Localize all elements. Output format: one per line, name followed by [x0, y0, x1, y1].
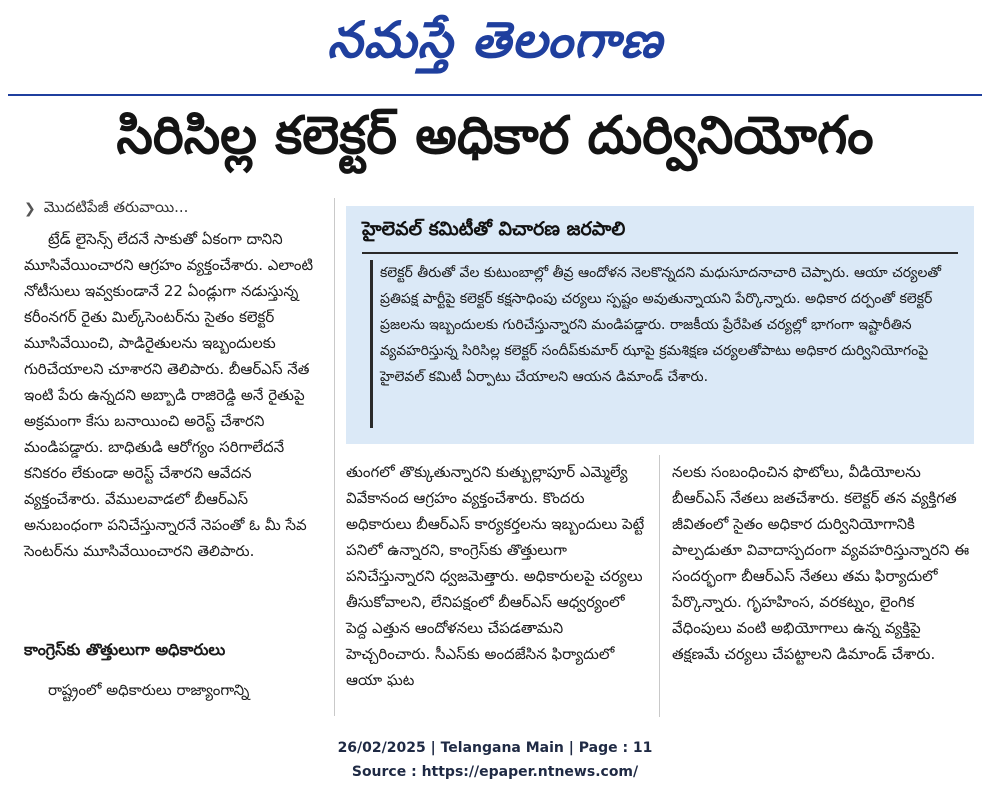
masthead-title: నమస్తే తెలంగాణ	[327, 10, 663, 69]
article-column-2: తుంగలో తొక్కుతున్నారని కుత్బుల్లాపూర్ ఎమ్మెల్యే వివేకానంద ఆగ్రహం వ్యక్తంచేశారు. కొందరు అధికారులు బీఆర్ఎస్ కార్యకర్తలను ఇబ్బందులు పెట్టే పనిలో ఉన్నారని, కాంగ్రెస్‌కు తొత్తులుగా పనిచేస్తున్నారని ధ్వజమెత్తారు. అధికారులపై చర్యలు తీసుకోవాలని, లేనిపక్షంలో బీఆర్ఎస్ ఆధ్వర్యంలో పెద్ద ఎత్తున ఆందోళనలు చేపడతామని హెచ్చరించారు. సీఎస్‌కు అందజేసిన ఫిర్యాదులో ఆయా ఘట	[346, 463, 645, 689]
box-title: హైలెవల్ కమిటీతో విచారణ జరపాలి	[362, 218, 626, 240]
headline: సిరిసిల్ల కలెక్టర్ అధికార దుర్వినియోగం	[116, 105, 874, 166]
column-1-subhead: కాంగ్రెస్‌కు తొత్తులుగా అధికారులు	[24, 640, 226, 659]
masthead-rule	[8, 94, 982, 96]
footer-dateline: 26/02/2025 | Telangana Main | Page : 11	[337, 740, 653, 756]
column-divider	[659, 455, 660, 717]
box-accent-bar	[370, 260, 373, 428]
sidebar-box	[346, 206, 974, 444]
chevron-right-icon: ❯	[24, 201, 36, 217]
column-divider	[334, 198, 335, 716]
continued-from-front-page	[24, 198, 188, 220]
column-1-tail: రాష్ట్రంలో అధికారులు రాజ్యాంగాన్ని	[48, 681, 250, 699]
box-title-rule	[362, 252, 958, 254]
footer-source: Source : https://epaper.ntnews.com/	[351, 764, 639, 780]
article-column-3: నలకు సంబంధించిన ఫొటోలు, వీడియోలను బీఆర్ఎస్ నేతలు జతచేశారు. కలెక్టర్ తన వ్యక్తిగత జీవితంలో సైతం అధికార దుర్వినియోగానికి పాల్పడుతూ వివాదాస్పదంగా వ్యవహరిస్తున్నారని ఈ సందర్భంగా బీఆర్ఎస్ నేతలు తమ ఫిర్యాదులో పేర్కొన్నారు. గృహహింస, వరకట్నం, లైంగిక వేధింపులు వంటి అభియోగాలు ఉన్న వ్యక్తిపై తక్షణమే చర్యలు చేపట్టాలని డిమాండ్ చేశారు.	[672, 463, 970, 663]
jump-label: మొదటిపేజీ తరువాయి...	[43, 198, 189, 216]
box-body: కలెక్టర్ తీరుతో వేల కుటుంబాల్లో తీవ్ర ఆందోళన నెలకొన్నదని మధుసూదనాచారి చెప్పారు. ఆయా చర్యలతో ప్రతిపక్ష పార్టీపై కలెక్టర్ కక్షసాధింపు చర్యలు స్పష్టం అవుతున్నాయని పేర్కొన్నారు. అధికార దర్పంతో కలెక్టర్ ప్రజలను ఇబ్బందులకు గురిచేస్తున్నారని మండిపడ్డారు. రాజకీయ ప్రేరేపిత చర్యల్లో భాగంగా ఇష్టారీతిన వ్యవహరిస్తున్న సిరిసిల్ల కలెక్టర్ సందీప్‌కుమార్ ఝాపై క్రమశిక్షణ చర్యలతోపాటు అధికార దుర్వినియోగంపై హైలెవల్ కమిటీ ఏర్పాటు చేయాలని ఆయన డిమాండ్ చేశారు.	[380, 265, 942, 385]
masthead	[0, 0, 990, 92]
article-column-1	[24, 226, 322, 564]
column-1-body: ట్రేడ్ లైసెన్స్ లేదనే సాకుతో ఏకంగా దానిని మూసివేయించారని ఆగ్రహం వ్యక్తంచేశారు. ఎలాంటి నోటీసులు ఇవ్వకుండానే 22 ఏండ్లుగా నడుస్తున్న కరీంనగర్ రైతు మిల్క్‌సెంటర్‌ను సైతం కలెక్టర్ మూసివేయించి, పాడిరైతులను ఇబ్బందులకు గురిచేయాలని చూశారని తెలిపారు. బీఆర్ఎస్ నేత ఇంటి పేరు ఉన్నదని అబ్బాడి రాజిరెడ్డి అనే రైతుపై అక్రమంగా కేసు బనాయించి అరెస్ట్ చేశారని మండిపడ్డారు. బాధితుడి ఆరోగ్యం సరిగాలేదనే కనికరం లేకుండా అరెస్ట్ చేశారని ఆవేదన వ్యక్తంచేశారు. వేములవాడలో బీఆర్ఎస్ అనుబంధంగా పనిచేస్తున్నారనే నెపంతో ఓ మీ సేవ సెంటర్‌ను మూసివేయించారని తెలిపారు.	[24, 230, 314, 560]
